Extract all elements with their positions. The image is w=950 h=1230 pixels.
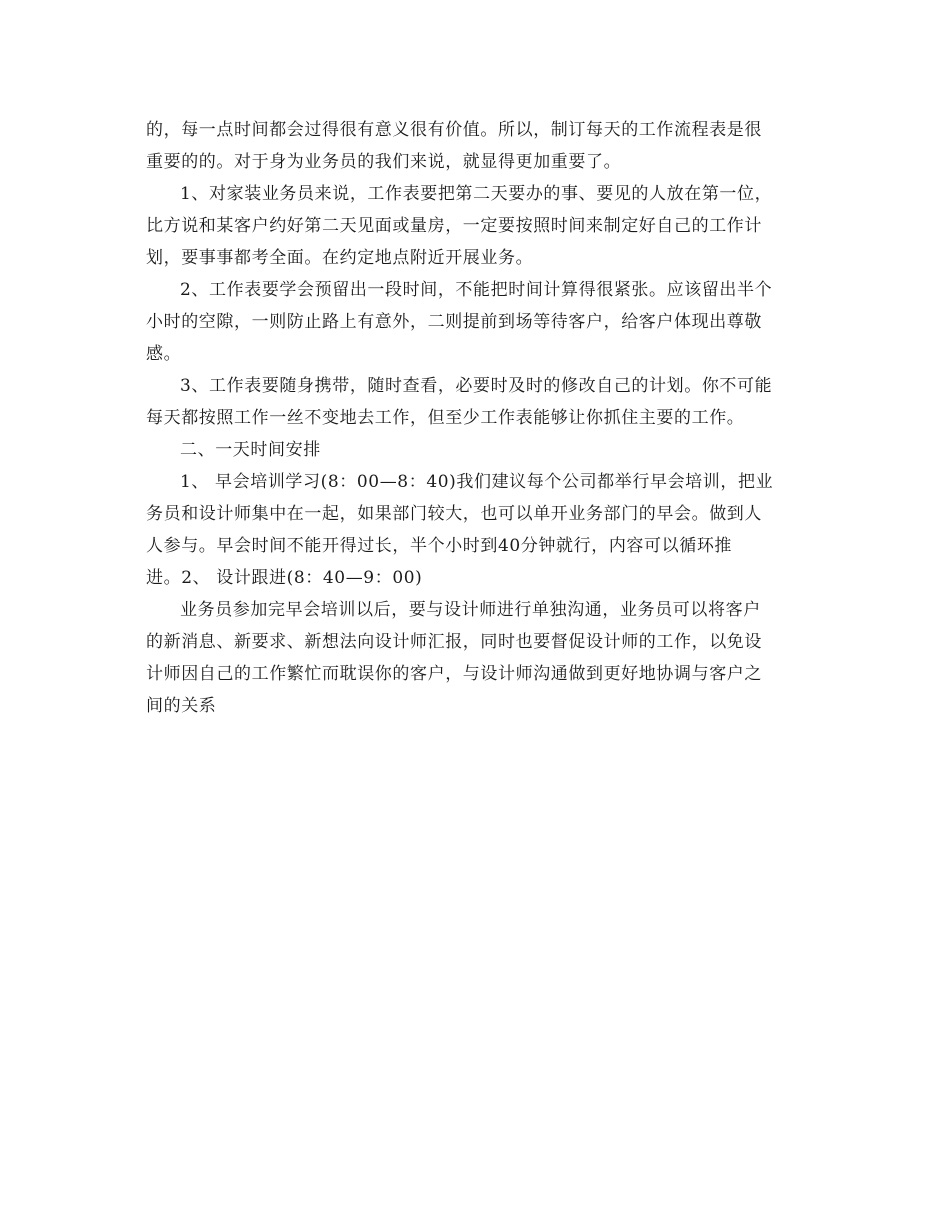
- body-text: [146, 114, 808, 722]
- text-line: 感。: [146, 344, 182, 364]
- text-line: 人参与。早会时间不能开得过长，半个小时到40分钟就行，内容可以循环推: [146, 536, 733, 556]
- text-line: 1、 早会培训学习(8：00—8：40)我们建议每个公司都举行早会培训，把业: [180, 472, 774, 492]
- text-line: 1、对家装业务员来说，工作表要把第二天要办的事、要见的人放在第一位，: [180, 184, 773, 204]
- text-line: 比方说和某客户约好第二天见面或量房，一定要按照时间来制定好自己的工作计: [146, 216, 762, 236]
- text-line: 计师因自己的工作繁忙而耽误你的客户，与设计师沟通做到更好地协调与客户之: [146, 664, 762, 684]
- text-line: 进。2、 设计跟进(8：40—9：00): [146, 568, 423, 588]
- text-line: 的新消息、新要求、新想法向设计师汇报，同时也要督促设计师的工作，以免设: [146, 632, 762, 652]
- text-line: 重要的的。对于身为业务员的我们来说，就显得更加重要了。: [146, 152, 622, 172]
- text-line: 业务员参加完早会培训以后，要与设计师进行单独沟通，业务员可以将客户: [180, 600, 761, 620]
- text-line: 3、工作表要随身携带，随时查看，必要时及时的修改自己的计划。你不可能: [180, 376, 773, 396]
- text-line: 小时的空隙，一则防止路上有意外，二则提前到场等待客户，给客户体现出尊敬: [146, 312, 762, 332]
- text-line: 划，要事事都考全面。在约定地点附近开展业务。: [146, 248, 534, 268]
- text-line: 间的关系: [146, 696, 217, 716]
- text-line: 务员和设计师集中在一起，如果部门较大，也可以单开业务部门的早会。做到人: [146, 504, 762, 524]
- text-line: 的，每一点时间都会过得很有意义很有价值。所以，制订每天的工作流程表是很: [146, 120, 762, 140]
- text-line: 每天都按照工作一丝不变地去工作，但至少工作表能够让你抓住主要的工作。: [146, 408, 745, 428]
- text-line: 2、工作表要学会预留出一段时间，不能把时间计算得很紧张。应该留出半个: [180, 280, 773, 300]
- section-heading: 二、一天时间安排: [180, 440, 321, 460]
